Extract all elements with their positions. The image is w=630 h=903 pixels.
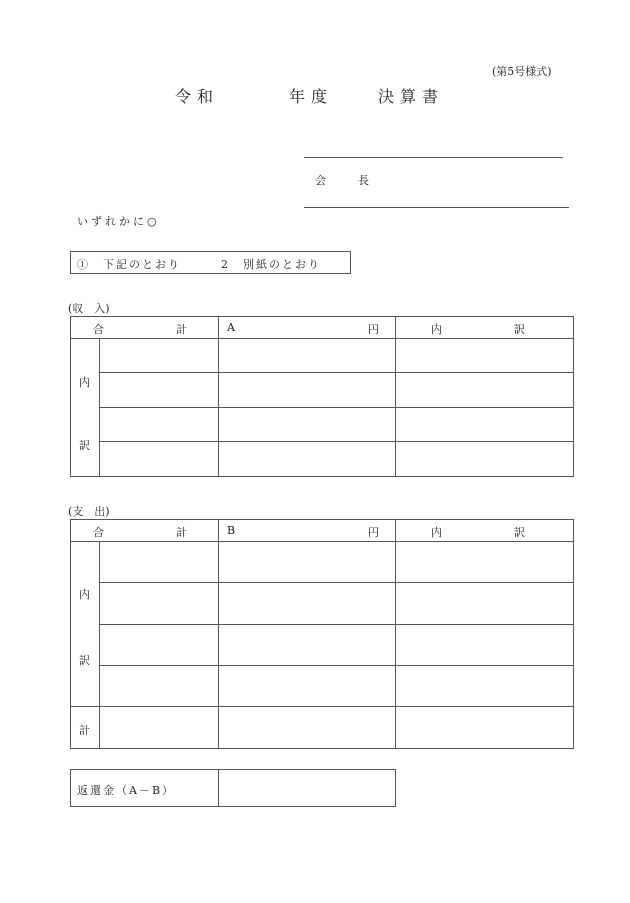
expense-total-label: 計 — [79, 724, 90, 737]
expense-side-1: 内 — [79, 588, 90, 601]
expense-header-total-1: 合 — [93, 526, 104, 539]
divider — [99, 441, 574, 442]
signature-label-2: 長 — [358, 174, 369, 187]
expense-header-breakdown-2: 訳 — [514, 526, 525, 539]
divider — [70, 706, 574, 707]
divider — [395, 316, 396, 477]
income-header-yen: 円 — [368, 323, 379, 336]
divider — [99, 624, 574, 625]
divider — [70, 541, 574, 542]
divider — [99, 407, 574, 408]
divider — [99, 582, 574, 583]
divider — [218, 316, 219, 477]
income-header-total-1: 合 — [93, 323, 104, 336]
divider — [218, 519, 219, 749]
signature-top-line — [304, 157, 563, 158]
signature-label-1: 会 — [315, 174, 326, 187]
title-doc: 決算書 — [378, 87, 445, 106]
income-header-total-2: 計 — [176, 323, 187, 336]
expense-table — [70, 519, 574, 749]
divider — [70, 338, 574, 339]
option-1[interactable]: ① 下記のとおり — [77, 258, 181, 271]
choose-label: いずれかに○ — [77, 215, 160, 228]
expense-header-amount-prefix: B — [227, 524, 236, 537]
income-section-label: (収 入) — [68, 302, 110, 315]
title-year: 年度 — [289, 87, 334, 106]
divider — [99, 665, 574, 666]
expense-header-total-2: 計 — [176, 526, 187, 539]
refund-label: 返還金（A－B） — [77, 784, 176, 797]
income-side-2: 訳 — [79, 439, 90, 452]
title-era: 令和 — [175, 87, 220, 106]
option-box — [70, 251, 351, 274]
expense-section-label: (支 出) — [68, 505, 110, 518]
expense-header-breakdown-1: 内 — [431, 526, 442, 539]
income-header-breakdown-2: 訳 — [514, 323, 525, 336]
option-2[interactable]: 2 別紙のとおり — [221, 258, 321, 271]
divider — [218, 769, 219, 807]
divider — [395, 519, 396, 749]
expense-header-yen: 円 — [368, 526, 379, 539]
income-header-breakdown-1: 内 — [431, 323, 442, 336]
divider — [99, 541, 100, 749]
divider — [99, 372, 574, 373]
income-header-amount-prefix: A — [227, 321, 235, 334]
income-side-1: 内 — [79, 376, 90, 389]
expense-side-2: 訳 — [79, 654, 90, 667]
signature-bottom-line — [304, 207, 569, 208]
form-number: (第5号様式) — [492, 65, 552, 78]
divider — [99, 338, 100, 477]
income-table — [70, 316, 574, 477]
